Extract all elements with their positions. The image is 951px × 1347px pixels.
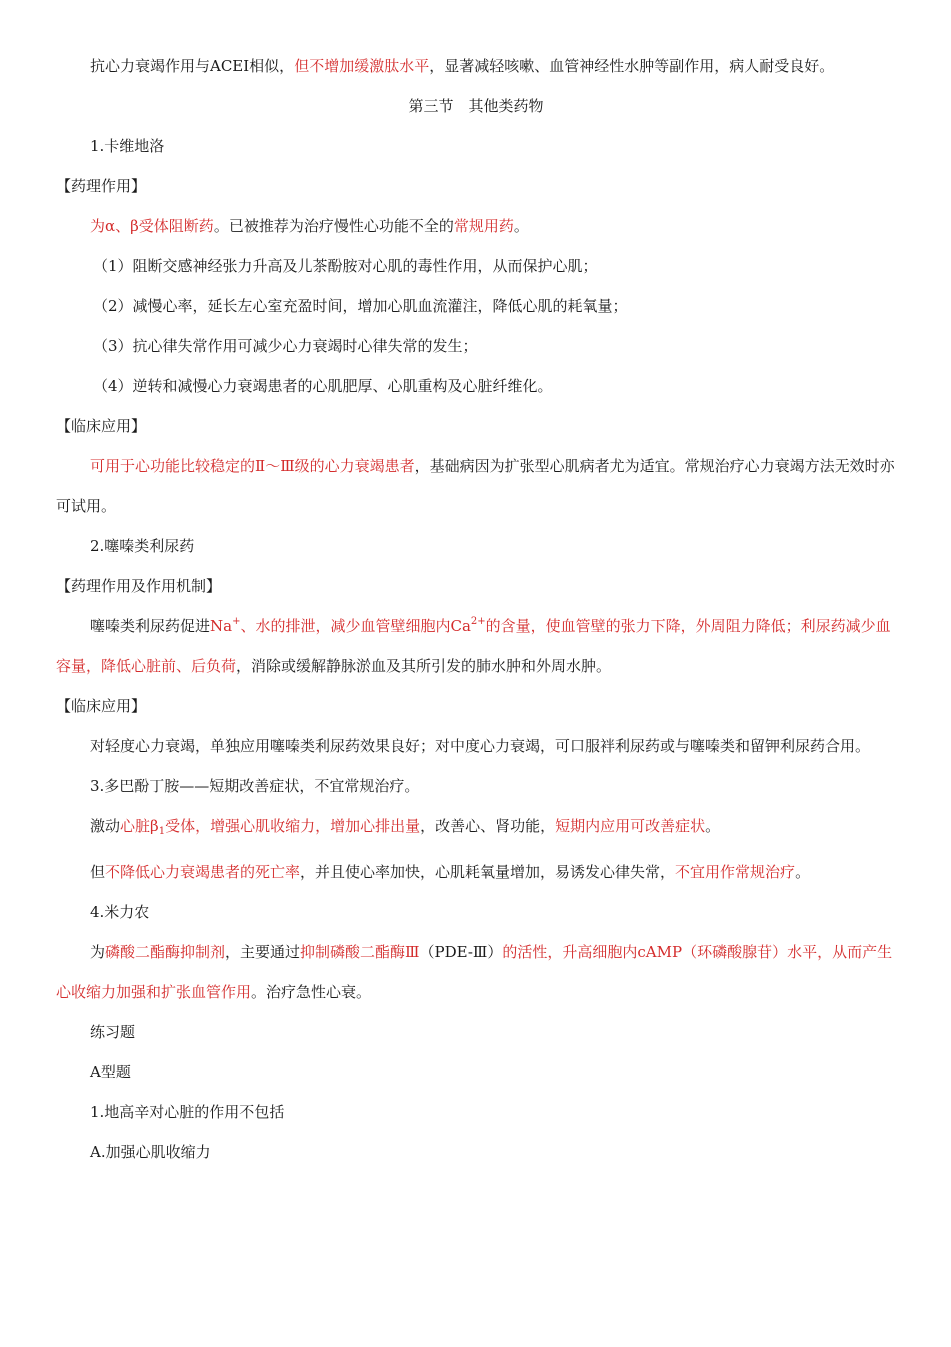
- text-run: 2.噻嗪类利尿药: [90, 537, 195, 555]
- text-run: 【临床应用】: [56, 697, 147, 715]
- text-run: 为: [90, 943, 106, 961]
- text-run: ，基础病因为扩张型心肌病者尤为适宜。常规治疗心力衰竭方法无效时亦可试用。: [56, 457, 895, 515]
- highlighted-text: 可用于心功能比较稳定的Ⅱ～Ⅲ级的心力衰竭患者: [90, 457, 415, 475]
- highlighted-text: +: [232, 616, 241, 627]
- highlighted-text: 不降低心力衰竭患者的死亡率: [105, 863, 301, 881]
- paragraph-p2: [56, 206, 896, 246]
- highlighted-text: 2+: [470, 616, 486, 627]
- highlighted-text: 的活性，升高细胞内cAMP（环磷酸腺苷）水平，从而产生心收缩力加强和扩张血管作用: [56, 943, 893, 1001]
- text-run: 【药理作用及作用机制】: [56, 577, 222, 595]
- highlighted-text: 短期内应用可改善症状: [555, 817, 706, 835]
- text-run: （4）逆转和减慢心力衰竭患者的心肌肥厚、心肌重构及心脏纤维化。: [93, 377, 553, 395]
- bracket-heading: [56, 686, 896, 726]
- paragraph-p3: [56, 446, 896, 526]
- text-run: （3）抗心律失常作用可减少心力衰竭时心律失常的发生；: [93, 337, 478, 355]
- paragraph-h1: [56, 126, 896, 166]
- highlighted-text: Na: [210, 617, 233, 635]
- highlighted-text: 磷酸二酯酶抑制剂: [105, 943, 226, 961]
- text-run: 激动: [90, 817, 121, 835]
- paragraph-qa: [56, 1132, 896, 1172]
- text-run: ，消除或缓解静脉淤血及其所引发的肺水肿和外周水肿。: [236, 657, 612, 675]
- text-run: 1.卡维地洛: [90, 137, 165, 155]
- paragraph-p1: [56, 46, 896, 86]
- paragraph-l2: [56, 286, 896, 326]
- section-title: [56, 86, 896, 126]
- paragraph-l1: [56, 246, 896, 286]
- text-run: （PDE-Ⅲ）: [419, 943, 503, 961]
- text-run: ，并且使心率加快，心肌耗氧量增加，易诱发心律失常，: [300, 863, 676, 881]
- text-run: （2）减慢心率，延长左心室充盈时间，增加心肌血流灌注，降低心肌的耗氧量；: [93, 297, 628, 315]
- highlighted-text: 抑制磷酸二酯酶Ⅲ: [300, 943, 420, 961]
- paragraph-h2: [56, 526, 896, 566]
- text-run: ，主要通过: [225, 943, 301, 961]
- highlighted-text: 但不增加缓激肽水平: [294, 57, 430, 75]
- bracket-heading: [56, 406, 896, 446]
- text-run: ，显著减轻咳嗽、血管神经性水肿等副作用，病人耐受良好。: [429, 57, 835, 75]
- text-run: 【临床应用】: [56, 417, 147, 435]
- text-run: 。: [705, 817, 721, 835]
- paragraph-l4: [56, 366, 896, 406]
- text-run: 4.米力农: [90, 903, 150, 921]
- paragraph-p4: [56, 606, 896, 686]
- text-run: 1.地高辛对心脏的作用不包括: [90, 1103, 285, 1121]
- highlighted-text: 常规用药: [453, 217, 514, 235]
- highlighted-text: 的含量，使血管壁的张力下降，外周阻力降低；利尿药减少血容量，降低心脏前、后负荷: [56, 617, 891, 675]
- text-run: 练习题: [90, 1023, 136, 1041]
- text-run: 对轻度心力衰竭，单独应用噻嗪类利尿药效果良好；对中度心力衰竭，可口服袢利尿药或与噻嗪类和留钾利尿药合用。: [90, 737, 871, 755]
- text-run: 【药理作用】: [56, 177, 147, 195]
- paragraph-p8: [56, 932, 896, 1012]
- text-run: A.加强心肌收缩力: [90, 1143, 211, 1161]
- text-run: 3.多巴酚丁胺——短期改善症状，不宜常规治疗。: [90, 777, 420, 795]
- text-run: 噻嗪类利尿药促进: [90, 617, 211, 635]
- text-run: 第三节 其他类药物: [408, 97, 544, 115]
- paragraph-l3: [56, 326, 896, 366]
- paragraph-qt: [56, 1052, 896, 1092]
- text-run: 抗心力衰竭作用与ACEI相似，: [90, 57, 295, 75]
- paragraph-ex: [56, 1012, 896, 1052]
- paragraph-p7: [56, 852, 896, 892]
- text-run: 。治疗急性心衰。: [251, 983, 372, 1001]
- text-run: A型题: [90, 1063, 131, 1081]
- paragraph-h4: [56, 892, 896, 932]
- text-run: （1）阻断交感神经张力升高及儿茶酚胺对心肌的毒性作用，从而保护心肌；: [93, 257, 598, 275]
- paragraph-q1: [56, 1092, 896, 1132]
- highlighted-text: 不宜用作常规治疗: [675, 863, 796, 881]
- highlighted-text: 受体，增强心肌收缩力，增加心排出量: [165, 817, 421, 835]
- highlighted-text: 、水的排泄，减少血管壁细胞内Ca: [240, 617, 471, 635]
- text-run: 。已被推荐为治疗慢性心功能不全的: [213, 217, 454, 235]
- highlighted-text: 为α、β受体阻断药: [90, 217, 214, 235]
- highlighted-text: 1: [158, 826, 166, 837]
- document-page: [56, 46, 896, 1172]
- paragraph-h3: [56, 766, 896, 806]
- highlighted-text: 心脏β: [120, 817, 159, 835]
- bracket-heading: [56, 566, 896, 606]
- paragraph-p6: [56, 806, 896, 852]
- text-run: 但: [90, 863, 106, 881]
- text-run: ，改善心、肾功能，: [420, 817, 556, 835]
- text-run: 。: [513, 217, 529, 235]
- paragraph-p5: [56, 726, 896, 766]
- bracket-heading: [56, 166, 896, 206]
- text-run: 。: [795, 863, 811, 881]
